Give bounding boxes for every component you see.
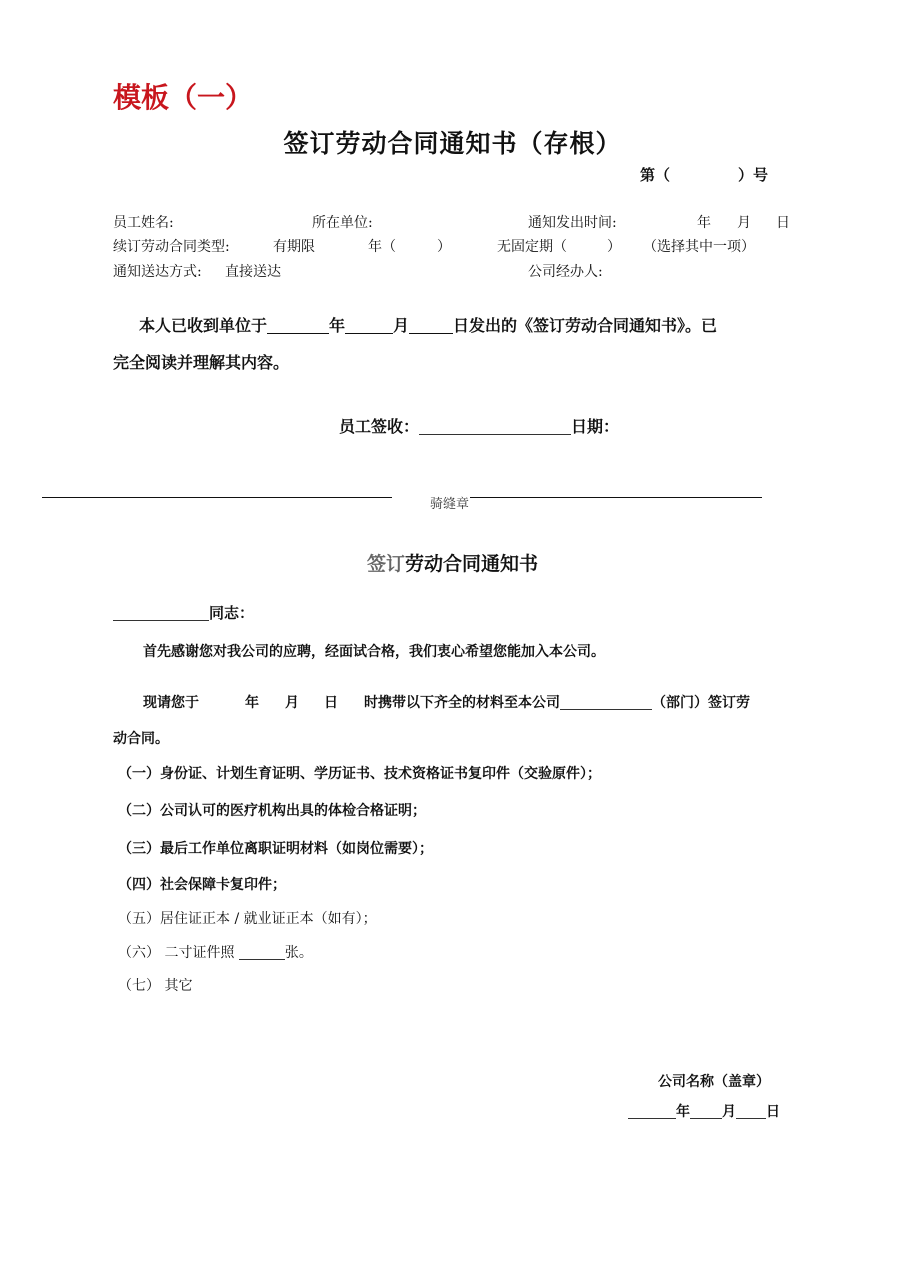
invite-year: 年 [245,695,259,711]
receipt-text-2: 日发出的《签订劳动合同通知书》。已 [453,316,718,335]
serial-prefix: 第（ [640,166,671,184]
seal-label: 骑缝章 [430,497,470,512]
notice-title-rest: 劳动合同通知书 [405,553,539,575]
signature-blank[interactable] [419,418,571,435]
material-item-4: （四）社会保障卡复印件； [118,877,286,893]
company-month-blank[interactable] [690,1104,722,1119]
seal-line-right [470,497,762,498]
fixed-term-option: 有期限 [273,239,315,255]
fixed-term-years: 年（ [368,239,396,255]
comrade-label: 同志： [209,604,255,622]
employee-name-label: 员工姓名: [113,215,174,231]
receipt-statement [139,313,717,336]
receipt-year: 年 [329,316,346,335]
delivery-value: 直接送达 [225,264,281,280]
invite-start: 现请您于 [143,695,199,711]
notice-day: 日 [776,215,790,231]
invite-day: 日 [324,695,338,711]
invite-mid-text: 时携带以下齐全的材料至本公司 [364,695,560,711]
stub-title: 签订劳动合同通知书（存根） [283,129,622,158]
fixed-term-close: ） [437,239,451,255]
company-seal-label: 公司名称（盖章） [658,1074,770,1090]
handler-label: 公司经办人: [528,264,603,280]
signature-row [339,414,619,437]
unit-label: 所在单位: [312,215,373,231]
material-item-5: （五）居住证正本 / 就业证正本（如有）； [118,911,377,927]
signature-label: 员工签收： [339,417,420,436]
open-ended-close: ） [607,239,621,255]
contract-type-label: 续订劳动合同类型: [113,239,230,255]
notice-title-first: 签订 [366,553,405,575]
material-item-3: （三）最后工作单位离职证明材料（如岗位需要）； [118,841,433,857]
receipt-day-blank[interactable] [409,317,453,334]
notice-year: 年 [697,215,711,231]
receipt-text-1: 本人已收到单位于 [139,316,268,335]
receipt-line-2: 完全阅读并理解其内容。 [113,353,290,372]
template-label: 模板（一） [113,81,254,114]
notice-time-label: 通知发出时间: [528,215,617,231]
comrade-name-blank[interactable] [113,605,209,621]
company-year: 年 [676,1104,690,1120]
comrade-line [113,602,254,623]
serial-number [640,164,768,185]
invite-month: 月 [285,695,299,711]
choose-one-note: （选择其中一项） [643,239,755,255]
receipt-month-blank[interactable] [345,317,393,334]
delivery-label: 通知送达方式: [113,264,202,280]
open-ended-option: 无固定期（ [497,239,567,255]
material-item-2: （二）公司认可的医疗机构出具的体检合格证明； [118,803,426,819]
notice-month: 月 [737,215,751,231]
receipt-month: 月 [393,316,410,335]
photo-count-blank[interactable] [239,945,285,960]
invite-mid [364,692,750,712]
photo-item-text: （六） 二寸证件照 [118,945,235,961]
material-item-7: （七） 其它 [118,978,193,994]
department-blank[interactable] [560,695,652,710]
invite-end-text: （部门）签订劳 [652,695,750,711]
notice-title [0,549,905,576]
seal-line-left [42,497,392,498]
company-year-blank[interactable] [628,1104,676,1119]
thanks-paragraph: 首先感谢您对我公司的应聘，经面试合格，我们衷心希望您能加入本公司。 [143,644,605,660]
material-item-6 [118,942,313,962]
signature-date-label: 日期： [571,417,620,436]
invite-line-2: 动合同。 [113,731,169,747]
company-month: 月 [722,1104,736,1120]
company-day-blank[interactable] [736,1104,766,1119]
material-item-1: （一）身份证、计划生育证明、学历证书、技术资格证书复印件（交验原件）； [118,766,601,782]
serial-suffix: ）号 [738,166,769,184]
photo-unit: 张。 [284,945,313,961]
receipt-year-blank[interactable] [267,317,329,334]
company-date [628,1101,780,1121]
company-day: 日 [766,1104,780,1120]
